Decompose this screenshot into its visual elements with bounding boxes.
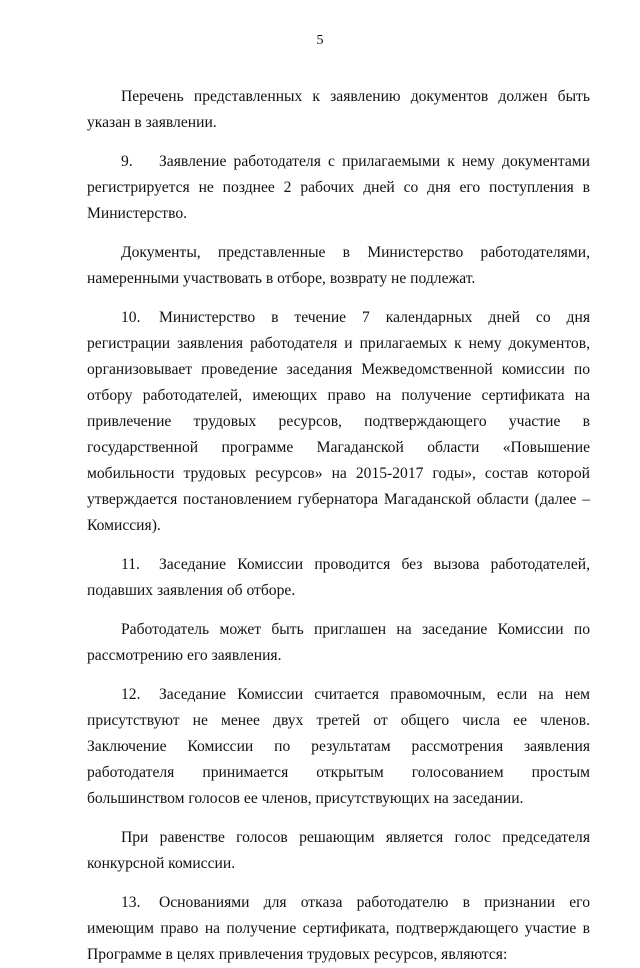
paragraph-text: Основаниями для отказа работодателю в признании его имеющим право на получение сертификата, подтверждающего участие в Программе в целях привлечения трудовых ресурсов, являются:: [87, 894, 590, 963]
paragraph-item-11: [87, 552, 590, 604]
paragraph-documents-list: [87, 84, 590, 136]
paragraph-number: 10.: [121, 309, 141, 326]
paragraph-documents-not-returned: [87, 240, 590, 292]
paragraph-item-13: [87, 890, 590, 968]
paragraph-item-12: [87, 682, 590, 812]
paragraph-text: Работодатель может быть приглашен на заседание Комиссии по рассмотрению его заявления.: [87, 621, 590, 664]
paragraph-number: 13.: [121, 894, 141, 911]
paragraph-text: Заседание Комиссии проводится без вызова работодателей, подавших заявления об отборе.: [87, 556, 590, 599]
paragraph-item-9: [87, 149, 590, 227]
paragraph-employer-invited: [87, 617, 590, 669]
paragraph-text: Министерство в течение 7 календарных дней со дня регистрации заявления работодателя и прилагаемых к нему документов, организовывает проведение заседания Межведомственной комиссии по отбору работодателей, имеющих право на получение сертификата на привлечение трудовых ресурсов, подтверждающего участие в государственной программе Магаданской области «Повышение мобильности трудовых ресурсов» на 2015-2017 годы», состав которой утверждается постановлением губернатора Магаданской области (далее – Комиссия).: [87, 309, 590, 534]
paragraph-tie-vote: [87, 825, 590, 877]
paragraph-number: 11.: [121, 556, 140, 573]
page-number: 5: [316, 33, 324, 48]
paragraph-text: Перечень представленных к заявлению документов должен быть указан в заявлении.: [87, 88, 590, 131]
paragraph-text: Заседание Комиссии считается правомочным, если на нем присутствуют не менее двух третей от общего числа ее членов. Заключение Комиссии по результатам рассмотрения заявления работодателя принимается открытым голосованием простым большинством голосов ее членов, присутствующих на заседании.: [87, 686, 590, 807]
paragraph-text: Документы, представленные в Министерство работодателями, намеренными участвовать в отборе, возврату не подлежат.: [87, 244, 590, 287]
paragraph-text: Заявление работодателя с прилагаемыми к нему документами регистрируется не позднее 2 рабочих дней со дня его поступления в Министерство.: [87, 153, 590, 222]
paragraph-item-10: [87, 305, 590, 539]
paragraph-number: 12.: [121, 686, 141, 703]
document-body: [87, 84, 590, 968]
paragraph-text: При равенстве голосов решающим является голос председателя конкурсной комиссии.: [87, 829, 590, 872]
paragraph-number: 9.: [121, 153, 133, 170]
